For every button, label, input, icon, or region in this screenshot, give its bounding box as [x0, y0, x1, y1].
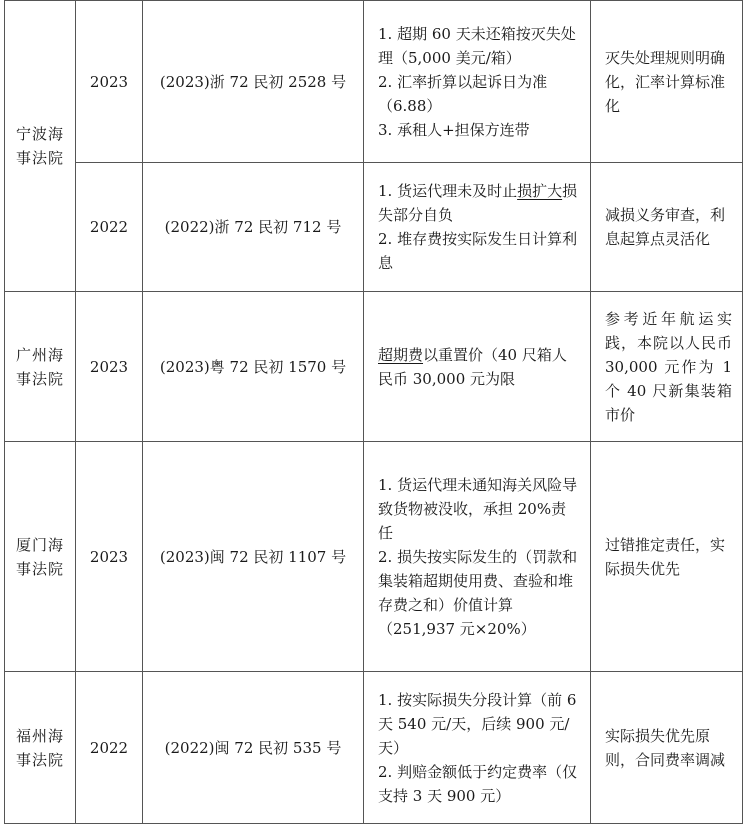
remark-text: 实际损失优先原则，合同费率调减 — [605, 726, 726, 769]
case-number: (2023)闽 72 民初 1107 号 — [159, 547, 347, 566]
case-number-cell — [143, 442, 364, 672]
key-points-cell — [364, 1, 591, 163]
key-point: 1. 货运代理未通知海关风险导致货物被没收，承担 20%责任 — [378, 475, 578, 542]
key-point: 1. 超期 60 天未还箱按灭失处理（5,000 美元/箱） — [378, 24, 576, 67]
table-row — [5, 292, 743, 442]
underlined-term: 损扩大 — [517, 182, 563, 200]
court-name: 厦门海事法院 — [15, 535, 64, 578]
court-cell — [5, 292, 76, 442]
court-name: 宁波海事法院 — [15, 125, 64, 167]
year-cell — [76, 672, 143, 824]
case-number-cell — [143, 163, 364, 292]
year-value: 2022 — [89, 218, 129, 236]
year-value: 2023 — [89, 547, 129, 566]
key-point: 2. 判赔金额低于约定费率（仅支持 3 天 900 元） — [378, 762, 578, 805]
court-name: 广州海事法院 — [15, 345, 64, 388]
year-cell — [76, 442, 143, 672]
key-points-cell — [364, 672, 591, 824]
key-point — [378, 179, 580, 227]
remark-cell — [591, 163, 743, 292]
case-number-cell — [143, 1, 364, 163]
remark-cell — [591, 292, 743, 442]
case-number: (2023)浙 72 民初 2528 号 — [159, 72, 347, 91]
key-point: 2. 堆存费按实际发生日计算利息 — [378, 230, 578, 272]
case-number: (2022)闽 72 民初 535 号 — [164, 738, 342, 757]
remark-cell — [591, 1, 743, 163]
case-number: (2022)浙 72 民初 712 号 — [164, 218, 342, 236]
table-row — [5, 442, 743, 672]
key-point: 2. 汇率折算以起诉日为准（6.88） — [378, 72, 548, 115]
court-cell — [5, 442, 76, 672]
underlined-term: 超期费 — [378, 345, 424, 364]
remark-text: 灭失处理规则明确化，汇率计算标准化 — [605, 48, 726, 115]
table-row — [5, 1, 743, 163]
remark-cell — [591, 442, 743, 672]
case-number-cell — [143, 292, 364, 442]
year-cell — [76, 1, 143, 163]
key-points-cell — [364, 163, 591, 292]
key-point: 2. 损失按实际发生的（罚款和集装箱超期使用费、查验和堆存费之和）价值计算（251,937 元×20%） — [378, 547, 578, 638]
court-cell — [5, 1, 76, 292]
key-point-text: 以重置价（40 尺箱人民币 30,000 元为限 — [378, 345, 567, 388]
key-points-cell — [364, 442, 591, 672]
key-point-text: 损失部分自负 — [378, 182, 578, 224]
year-cell — [76, 292, 143, 442]
key-points-cell — [364, 292, 591, 442]
table-row — [5, 672, 743, 824]
key-point: 3. 承租人+担保方连带 — [378, 120, 530, 139]
remark-text: 过错推定责任，实际损失优先 — [605, 535, 726, 578]
case-number-cell — [143, 672, 364, 824]
key-point-text: 1. 货运代理未及时止 — [378, 182, 518, 200]
remark-text: 减损义务审查，利息起算点灵活化 — [605, 206, 726, 248]
key-point: 1. 按实际损失分段计算（前 6 天 540 元/天，后续 900 元/天） — [378, 690, 577, 757]
year-value: 2023 — [89, 357, 129, 376]
remark-cell — [591, 672, 743, 824]
year-cell — [76, 163, 143, 292]
court-name: 福州海事法院 — [15, 726, 64, 769]
court-cell — [5, 672, 76, 824]
key-point — [378, 343, 580, 391]
case-table — [4, 0, 743, 824]
case-number: (2023)粤 72 民初 1570 号 — [159, 357, 347, 376]
remark-text: 参考近年航运实践，本院以人民币 30,000 元作为 1 个 40 尺新集装箱市价 — [605, 309, 732, 424]
year-value: 2023 — [89, 72, 129, 91]
year-value: 2022 — [89, 738, 129, 757]
table-row — [5, 163, 743, 292]
